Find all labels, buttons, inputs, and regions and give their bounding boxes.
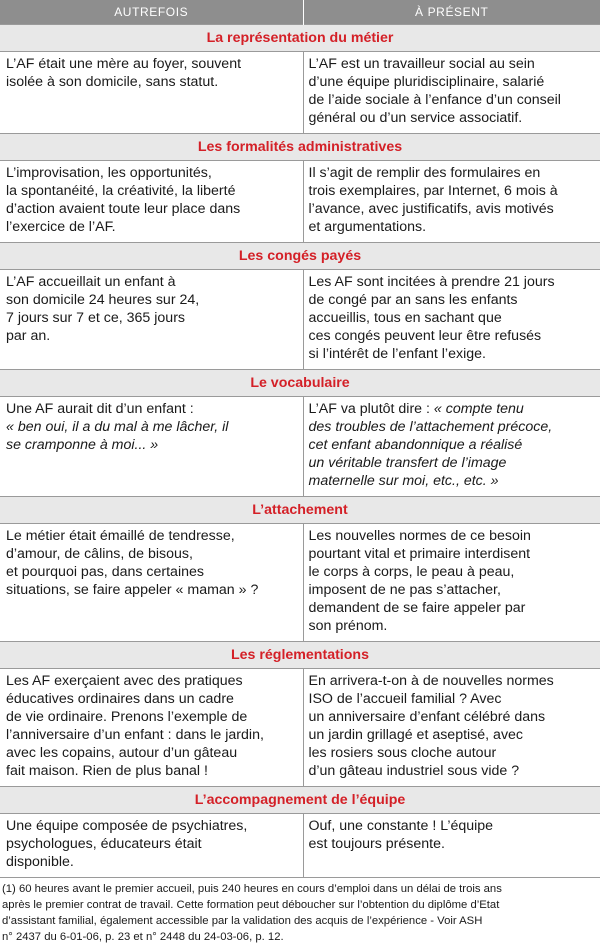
text-line: et pourquoi pas, dans certaines — [6, 564, 204, 580]
quote-line: se cramponne à moi... » — [6, 437, 159, 453]
cell-autrefois — [0, 52, 303, 134]
text-line: L’AF était une mère au foyer, souvent — [6, 56, 242, 72]
text-line — [309, 400, 597, 418]
text-line: d’action avaient toute leur place dans — [6, 201, 241, 217]
section-title: Les réglementations — [0, 642, 600, 669]
section-title: L’accompagnement de l’équipe — [0, 787, 600, 814]
text-line: les rosiers sous cloche autour — [308, 745, 497, 761]
table-row — [0, 814, 600, 878]
text-line: L’AF est un travailleur social au sein — [308, 56, 535, 72]
cell-a-present — [303, 524, 600, 642]
text-line: général ou d’un service associatif. — [308, 110, 523, 126]
text-line: accueillis, tous en sachant que — [308, 310, 502, 326]
text-line: de congé par an sans les enfants — [308, 292, 518, 308]
text-line: le corps à corps, le peau à peau, — [308, 564, 515, 580]
footnote-line: (1) 60 heures avant le premier accueil, puis 240 heures en cours d’emploi dans un délai de trois ans — [2, 883, 502, 895]
quote-line: « ben oui, il a du mal à me lâcher, il — [6, 419, 229, 435]
text-line: son domicile 24 heures sur 24, — [6, 292, 200, 308]
text-line: En arrivera-t-on à de nouvelles normes — [308, 673, 554, 689]
quote-line: maternelle sur moi, etc., etc. » — [308, 473, 499, 489]
intro-text: L’AF va plutôt dire : — [308, 401, 434, 417]
text-line: l’exercice de l’AF. — [6, 219, 116, 235]
cell-autrefois — [0, 524, 303, 642]
cell-a-present — [303, 52, 600, 134]
text-line: un jardin grillagé et aseptisé, avec — [308, 727, 524, 743]
column-header-autrefois: AUTREFOIS — [0, 0, 303, 25]
text-line: demandent de se faire appeler par — [308, 600, 526, 616]
cell-autrefois — [0, 669, 303, 787]
quote-line: un véritable transfert de l’image — [308, 455, 507, 471]
text-line: Une AF aurait dit d’un enfant : — [6, 401, 194, 417]
text-line: par an. — [6, 328, 51, 344]
text-line: Une équipe composée de psychiatres, — [6, 818, 248, 834]
footnote-line: n° 2437 du 6-01-06, p. 23 et n° 2448 du 24-03-06, p. 12. — [2, 931, 284, 943]
cell-a-present — [303, 270, 600, 370]
text-line: ces congés peuvent leur être refusés — [308, 328, 542, 344]
text-line: Les AF exerçaient avec des pratiques — [6, 673, 243, 689]
text-line: d’amour, de câlins, de bisous, — [6, 546, 193, 562]
cell-a-present — [303, 814, 600, 878]
cell-autrefois — [0, 397, 303, 497]
cell-a-present — [303, 161, 600, 243]
text-line: fait maison. Rien de plus banal ! — [6, 763, 208, 779]
text-line: psychologues, éducateurs était — [6, 836, 202, 852]
text-line: Les nouvelles normes de ce besoin — [308, 528, 531, 544]
text-line: son prénom. — [308, 618, 388, 634]
text-line: disponible. — [6, 854, 74, 870]
text-line: d’un gâteau industriel sous vide ? — [308, 763, 520, 779]
text-line: L’improvisation, les opportunités, — [6, 165, 212, 181]
table-header-row — [0, 0, 600, 25]
text-line: situations, se faire appeler « maman » ? — [6, 582, 259, 598]
cell-a-present — [303, 669, 600, 787]
text-line: L’AF accueillait un enfant à — [6, 274, 176, 290]
footnote-line: après le premier contrat de travail. Cette formation peut déboucher sur l’obtention du diplôme d’Etat — [2, 899, 500, 911]
footnote-line: d’assistant familial, également accessible par la validation des acquis de l’expérience - Voir ASH — [2, 915, 483, 927]
footnote — [0, 878, 600, 945]
quote-text: « compte tenu — [433, 401, 524, 417]
cell-autrefois — [0, 270, 303, 370]
table-row — [0, 52, 600, 134]
table-row — [0, 270, 600, 370]
text-line: un anniversaire d’enfant célébré dans — [308, 709, 546, 725]
text-line: d’une équipe pluridisciplinaire, salarié — [308, 74, 545, 90]
cell-autrefois — [0, 161, 303, 243]
table-row — [0, 397, 600, 497]
text-line: Ouf, une constante ! L’équipe — [308, 818, 494, 834]
cell-autrefois — [0, 814, 303, 878]
text-line: Les AF sont incitées à prendre 21 jours — [308, 274, 555, 290]
text-line: la spontanéité, la créativité, la liberté — [6, 183, 236, 199]
text-line: isolée à son domicile, sans statut. — [6, 74, 219, 90]
table-row — [0, 161, 600, 243]
text-line: l’avance, avec justificatifs, avis motivés — [308, 201, 554, 217]
section-title: Les formalités administratives — [0, 134, 600, 161]
text-line: si l’intérêt de l’enfant l’exige. — [308, 346, 486, 362]
table-row — [0, 524, 600, 642]
column-header-a-present: À PRÉSENT — [303, 0, 600, 25]
section-title: Le vocabulaire — [0, 370, 600, 397]
quote-line: cet enfant abandonnique a réalisé — [308, 437, 523, 453]
table-row — [0, 669, 600, 787]
cell-a-present — [303, 397, 600, 497]
text-line: imposent de ne pas s’attacher, — [308, 582, 501, 598]
text-line: est toujours présente. — [308, 836, 445, 852]
text-line: éducatives ordinaires dans un cadre — [6, 691, 234, 707]
section-title: Les congés payés — [0, 243, 600, 270]
text-line: Le métier était émaillé de tendresse, — [6, 528, 235, 544]
text-line: 7 jours sur 7 et ce, 365 jours — [6, 310, 186, 326]
text-line: pourtant vital et primaire interdisent — [308, 546, 531, 562]
quote-line: des troubles de l’attachement précoce, — [308, 419, 553, 435]
text-line: de l’aide sociale à l’enfance d’un conseil — [308, 92, 561, 108]
text-line: avec les copains, autour d’un gâteau — [6, 745, 238, 761]
text-line: et argumentations. — [308, 219, 427, 235]
text-line: Il s’agit de remplir des formulaires en — [308, 165, 541, 181]
text-line: de vie ordinaire. Prenons l’exemple de — [6, 709, 248, 725]
text-line: ISO de l’accueil familial ? Avec — [308, 691, 502, 707]
section-title: La représentation du métier — [0, 25, 600, 52]
text-line: l’anniversaire d’un enfant : dans le jardin, — [6, 727, 264, 743]
section-title: L’attachement — [0, 497, 600, 524]
text-line: trois exemplaires, par Internet, 6 mois à — [308, 183, 558, 199]
